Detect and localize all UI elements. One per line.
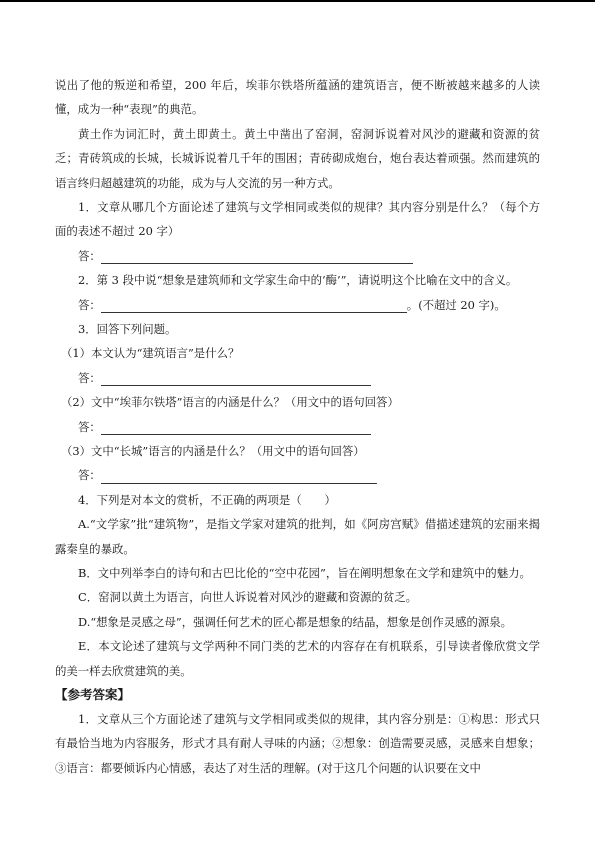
question-4-option-e: E．本文论述了建筑与文学两种不同门类的艺术的内容存在有机联系，引导读者像欣赏文学的美一样去欣赏建筑的美。: [55, 639, 540, 678]
question-4: 4．下列是对本文的赏析，不正确的两项是（ ）: [78, 492, 336, 507]
question-3-1: （1）本文认为“建筑语言”是什么？: [61, 346, 240, 361]
question-4-option-b: B．文中列举李白的诗句和古巴比伦的“空中花园”，旨在阐明想象在文学和建筑中的魅力。: [78, 566, 531, 581]
passage-paragraph-end: 说出了他的叛逆和希望，200 年后，埃菲尔铁塔所蕴涵的建筑语言，便不断被越来越多的人读懂，成为一种“表现”的典范。: [55, 78, 540, 117]
answer-blank-1[interactable]: [101, 248, 413, 264]
answer-blank-3-2[interactable]: [101, 419, 371, 435]
answer-blank-2[interactable]: [101, 297, 407, 313]
question-1: 1．文章从哪几个方面论述了建筑与文学相同或类似的规律？其内容分别是什么？（每个方面的表述不超过 20 字）: [55, 200, 540, 239]
answer-blank-3-3[interactable]: [101, 468, 377, 484]
page-top-rule: [0, 0, 595, 2]
answer-1-text: 1．文章从三个方面论述了建筑与文学相同或类似的规律，其内容分别是：①构思：形式只有最恰当地为内容服务，形式才具有耐人寻味的内涵；②想象：创造需要灵感，灵感来自想象；③语言：都要倾诉内心情感，表达了对生活的理解。(对于这几个问题的认识要在文中: [55, 712, 540, 775]
question-3-3-answer-row: [55, 463, 540, 487]
answer-label: 答：: [78, 419, 101, 434]
question-3-1-answer-row: [55, 366, 540, 390]
answers-section-title: 【参考答案】: [55, 687, 131, 703]
answer-label: 答：: [78, 248, 101, 263]
question-3-2: （2）文中“埃菲尔铁塔”语言的内涵是什么？（用文中的语句回答）: [61, 395, 399, 410]
passage-paragraph-last: 黄土作为词汇时，黄土即黄土。黄土中凿出了窑洞，窑洞诉说着对风沙的避藏和资源的贫乏；青砖筑成的长城，长城诉说着几千年的围困；青砖砌成炮台，炮台表达着顽强。然而建筑的语言终归超越建筑的功能，成为与人交流的另一种方式。: [55, 126, 540, 190]
answer-label: 答：: [78, 297, 101, 312]
question-3-2-answer-row: [55, 415, 540, 439]
question-3-3: （3）文中“长城”语言的内涵是什么？（用文中的语句回答）: [61, 444, 365, 459]
question-2-answer-row: [55, 293, 540, 317]
question-1-answer-row: [55, 244, 540, 268]
question-4-option-c: C．窑洞以黄土为语言，向世人诉说着对风沙的避藏和资源的贫乏。: [78, 590, 418, 605]
question-4-option-a: A.“文学家”批“建筑物”，是指文学家对建筑的批判，如《阿房宫赋》借描述建筑的宏丽来揭露秦皇的暴政。: [55, 517, 540, 556]
question-3: 3．回答下列问题。: [78, 322, 177, 337]
document-page: [55, 73, 540, 780]
question-4-option-d: D.“想象是灵感之母”，强调任何艺术的匠心都是想象的结晶，想象是创作灵感的源泉。: [78, 614, 513, 629]
question-2: 2．第 3 段中说“想象是建筑师和文学家生命中的‘酶’”，请说明这个比喻在文中的含义。: [78, 273, 518, 288]
answer-label: 答：: [78, 468, 101, 483]
answer-blank-3-1[interactable]: [101, 370, 371, 386]
word-limit-note: 。(不超过 20 字)。: [406, 297, 506, 312]
answer-label: 答：: [78, 370, 101, 385]
